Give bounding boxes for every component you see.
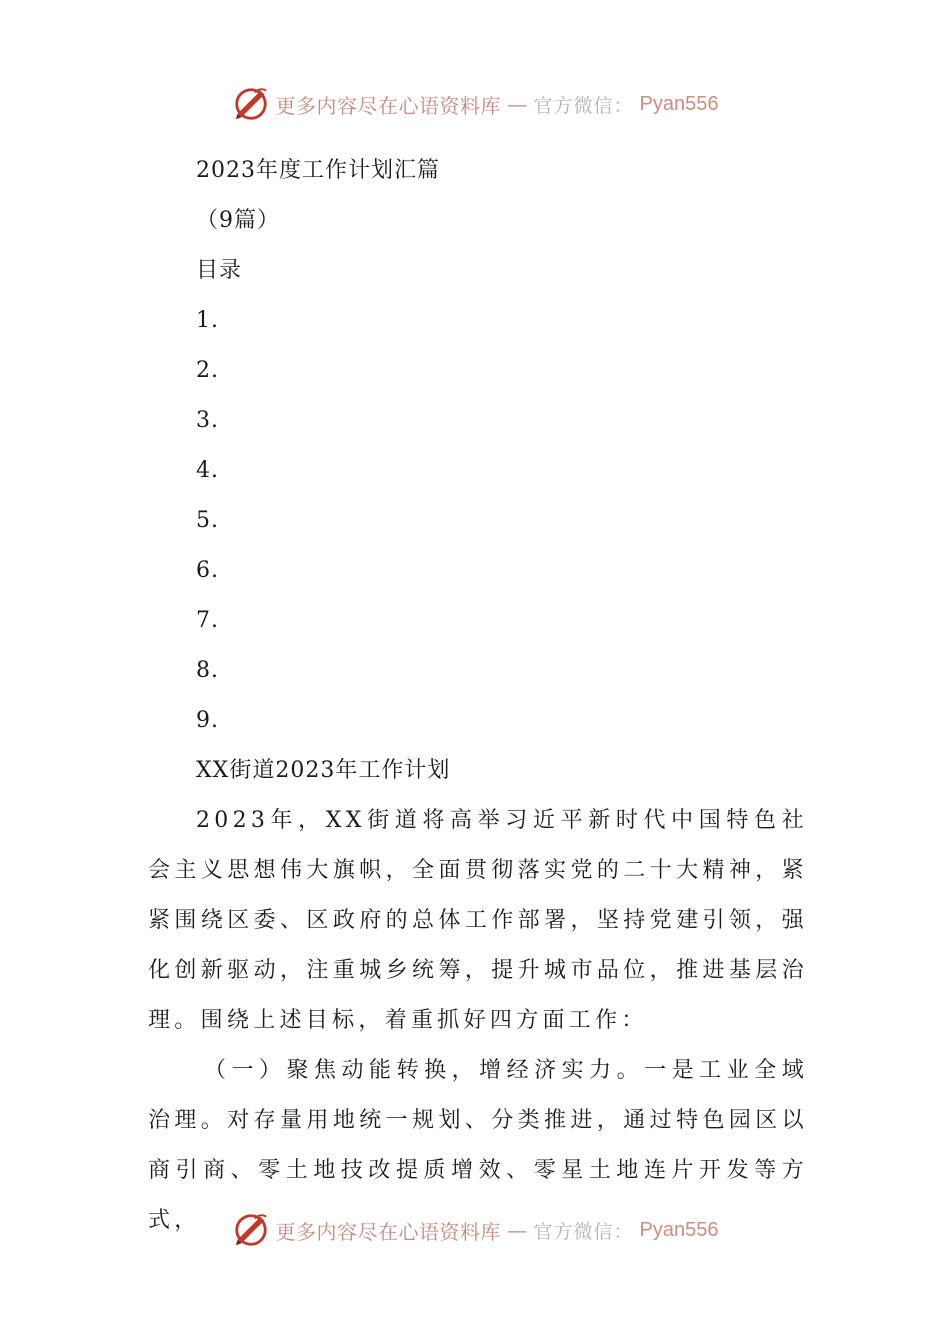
banner-text: 更多内容尽在心语资料库 [275,1219,501,1244]
toc-heading: 目录 [196,258,243,283]
toc-item: 1. [196,308,219,333]
paragraph-section-1: （一）聚焦动能转换，增经济实力。一是工业全域治理。对存量用地统一规划、分类推进，通过特色园区以商引商、零土地技改提质增效、零星土地连片开发等方式， [148,1058,808,1233]
banner-dash: — [507,92,528,116]
toc-item: 9. [196,708,219,733]
document-count: （9篇） [196,208,280,233]
banner-wechat-label: 官方微信： [533,94,634,117]
toc-item: 2. [196,358,219,383]
toc-item: 6. [196,558,219,583]
toc-item: 7. [196,608,219,633]
toc-item: 3. [196,408,219,433]
toc-list [148,296,808,746]
toc-item: 8. [196,658,219,683]
toc-item: 4. [196,458,219,483]
toc-item: 5. [196,508,219,533]
banner-wechat-label: 官方微信： [533,1220,634,1243]
banner-wechat-id: Pyan556 [639,1218,719,1241]
document-body [148,146,808,1246]
banner-dash: — [507,1218,528,1242]
banner-wechat-id: Pyan556 [639,92,719,115]
footer-banner [0,1208,950,1252]
section-title: XX街道2023年工作计划 [196,758,451,783]
document-title: 2023年度工作计划汇篇 [196,158,440,183]
paragraph-intro: 2023年，XX街道将高举习近平新时代中国特色社会主义思想伟大旗帜，全面贯彻落实党的二十大精神，紧紧围绕区委、区政府的总体工作部署，坚持党建引领，强化创新驱动，注重城乡统筹，提升城市品位，推进基层治理。围绕上述目标，着重抓好四方面工作： [148,808,808,1033]
pen-logo-icon [232,1211,270,1249]
pen-logo-icon [232,85,270,123]
banner-text: 更多内容尽在心语资料库 [275,93,501,118]
header-banner [0,82,950,126]
